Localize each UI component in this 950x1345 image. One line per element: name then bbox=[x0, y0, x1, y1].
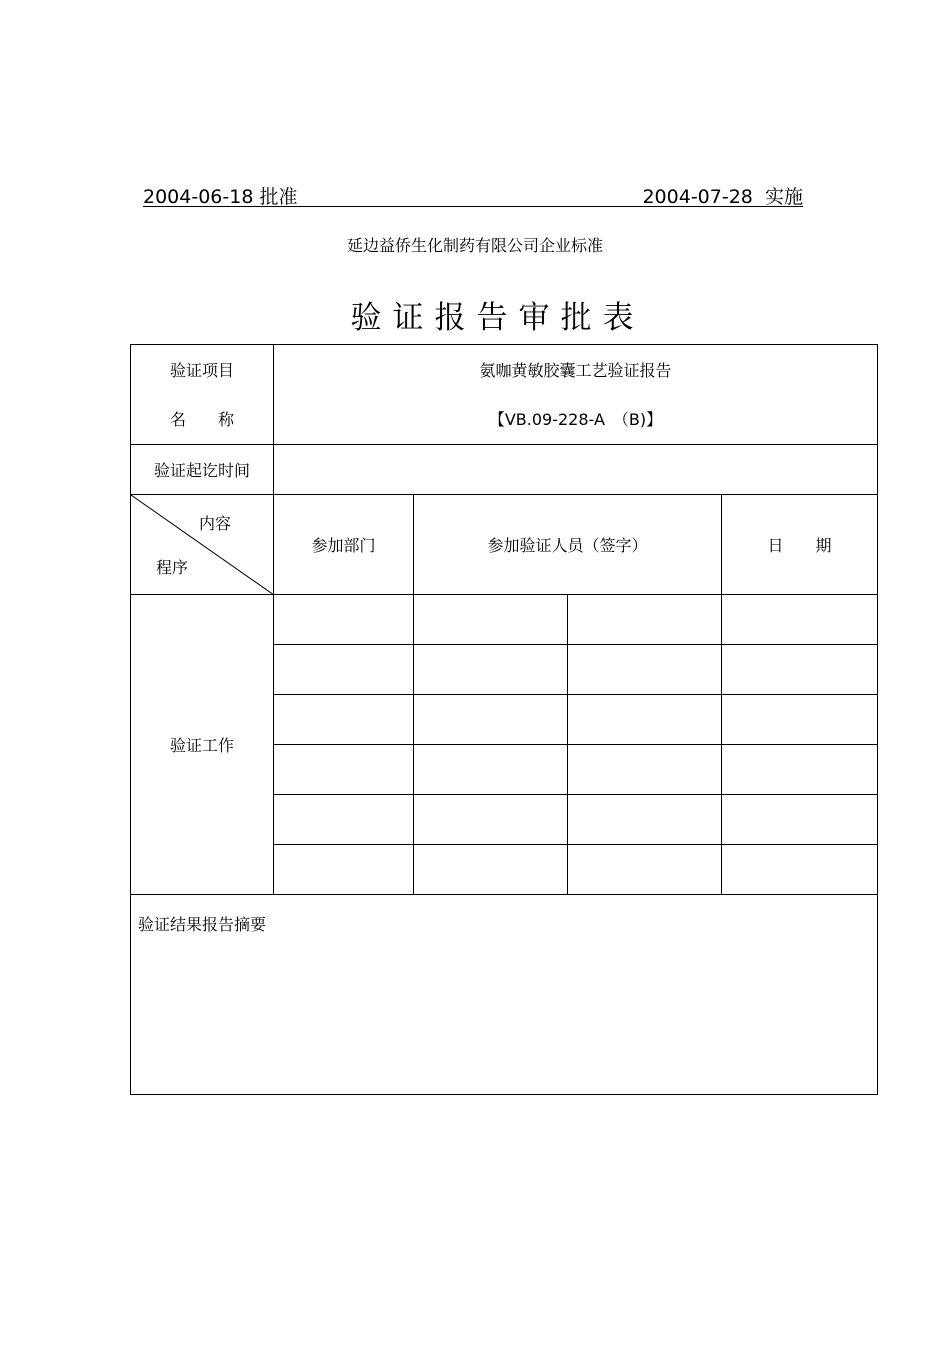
department-input[interactable] bbox=[274, 695, 414, 745]
date-input[interactable] bbox=[722, 745, 878, 795]
content-label: 内容 bbox=[198, 514, 231, 533]
personnel-sign-input[interactable] bbox=[568, 645, 722, 695]
period-row bbox=[131, 445, 878, 495]
approval-form-table bbox=[130, 344, 878, 1095]
approve-label: 批准 bbox=[259, 186, 298, 208]
summary-row bbox=[131, 895, 878, 1095]
date-input[interactable] bbox=[722, 695, 878, 745]
document-title: 验证报告审批表 bbox=[350, 300, 645, 336]
approve-date: 2004-06-18 bbox=[143, 186, 254, 208]
implement-label: 实施 bbox=[764, 186, 803, 208]
period-label: 验证起讫时间 bbox=[131, 445, 274, 495]
implement-section bbox=[642, 182, 803, 209]
personnel-sign-input[interactable] bbox=[414, 645, 568, 695]
procedure-label: 程序 bbox=[156, 558, 189, 577]
personnel-sign-input[interactable] bbox=[568, 795, 722, 845]
department-header: 参加部门 bbox=[274, 495, 414, 595]
personnel-sign-input[interactable] bbox=[568, 695, 722, 745]
date-input[interactable] bbox=[722, 595, 878, 645]
personnel-sign-input[interactable] bbox=[568, 745, 722, 795]
department-input[interactable] bbox=[274, 795, 414, 845]
personnel-sign-input[interactable] bbox=[414, 595, 568, 645]
work-row bbox=[131, 595, 878, 645]
project-label-line-1: 验证项目 bbox=[169, 360, 234, 380]
project-row bbox=[131, 345, 878, 445]
summary-cell[interactable] bbox=[131, 895, 878, 1095]
personnel-sign-input[interactable] bbox=[568, 595, 722, 645]
personnel-sign-input[interactable] bbox=[414, 845, 568, 895]
personnel-header: 参加验证人员（签字） bbox=[414, 495, 722, 595]
diagonal-line bbox=[131, 495, 274, 595]
project-label-cell bbox=[131, 345, 274, 445]
date-input[interactable] bbox=[722, 845, 878, 895]
personnel-sign-input[interactable] bbox=[414, 745, 568, 795]
personnel-sign-input[interactable] bbox=[414, 695, 568, 745]
department-input[interactable] bbox=[274, 595, 414, 645]
department-input[interactable] bbox=[274, 645, 414, 695]
implement-date: 2004-07-28 bbox=[642, 186, 753, 208]
project-label-line-2: 名 称 bbox=[169, 409, 234, 429]
department-input[interactable] bbox=[274, 845, 414, 895]
department-input[interactable] bbox=[274, 745, 414, 795]
date-input[interactable] bbox=[722, 795, 878, 845]
date-input[interactable] bbox=[722, 645, 878, 695]
approve-section bbox=[143, 182, 297, 209]
personnel-sign-input[interactable] bbox=[414, 795, 568, 845]
project-code-value: 【VB.09-228-A （B)】 bbox=[488, 409, 663, 429]
diagonal-header-cell bbox=[131, 495, 274, 595]
work-label: 验证工作 bbox=[131, 595, 274, 895]
date-header: 日 期 bbox=[722, 495, 878, 595]
period-value-cell[interactable] bbox=[274, 445, 878, 495]
summary-label: 验证结果报告摘要 bbox=[138, 915, 267, 934]
header-approval-line bbox=[143, 178, 803, 207]
personnel-sign-input[interactable] bbox=[568, 845, 722, 895]
company-standard: 延边益侨生化制药有限公司企业标准 bbox=[346, 236, 603, 255]
column-header-row bbox=[131, 495, 878, 595]
project-value-cell[interactable] bbox=[274, 345, 878, 445]
project-name-value: 氨咖黄敏胶囊工艺验证报告 bbox=[479, 360, 672, 380]
